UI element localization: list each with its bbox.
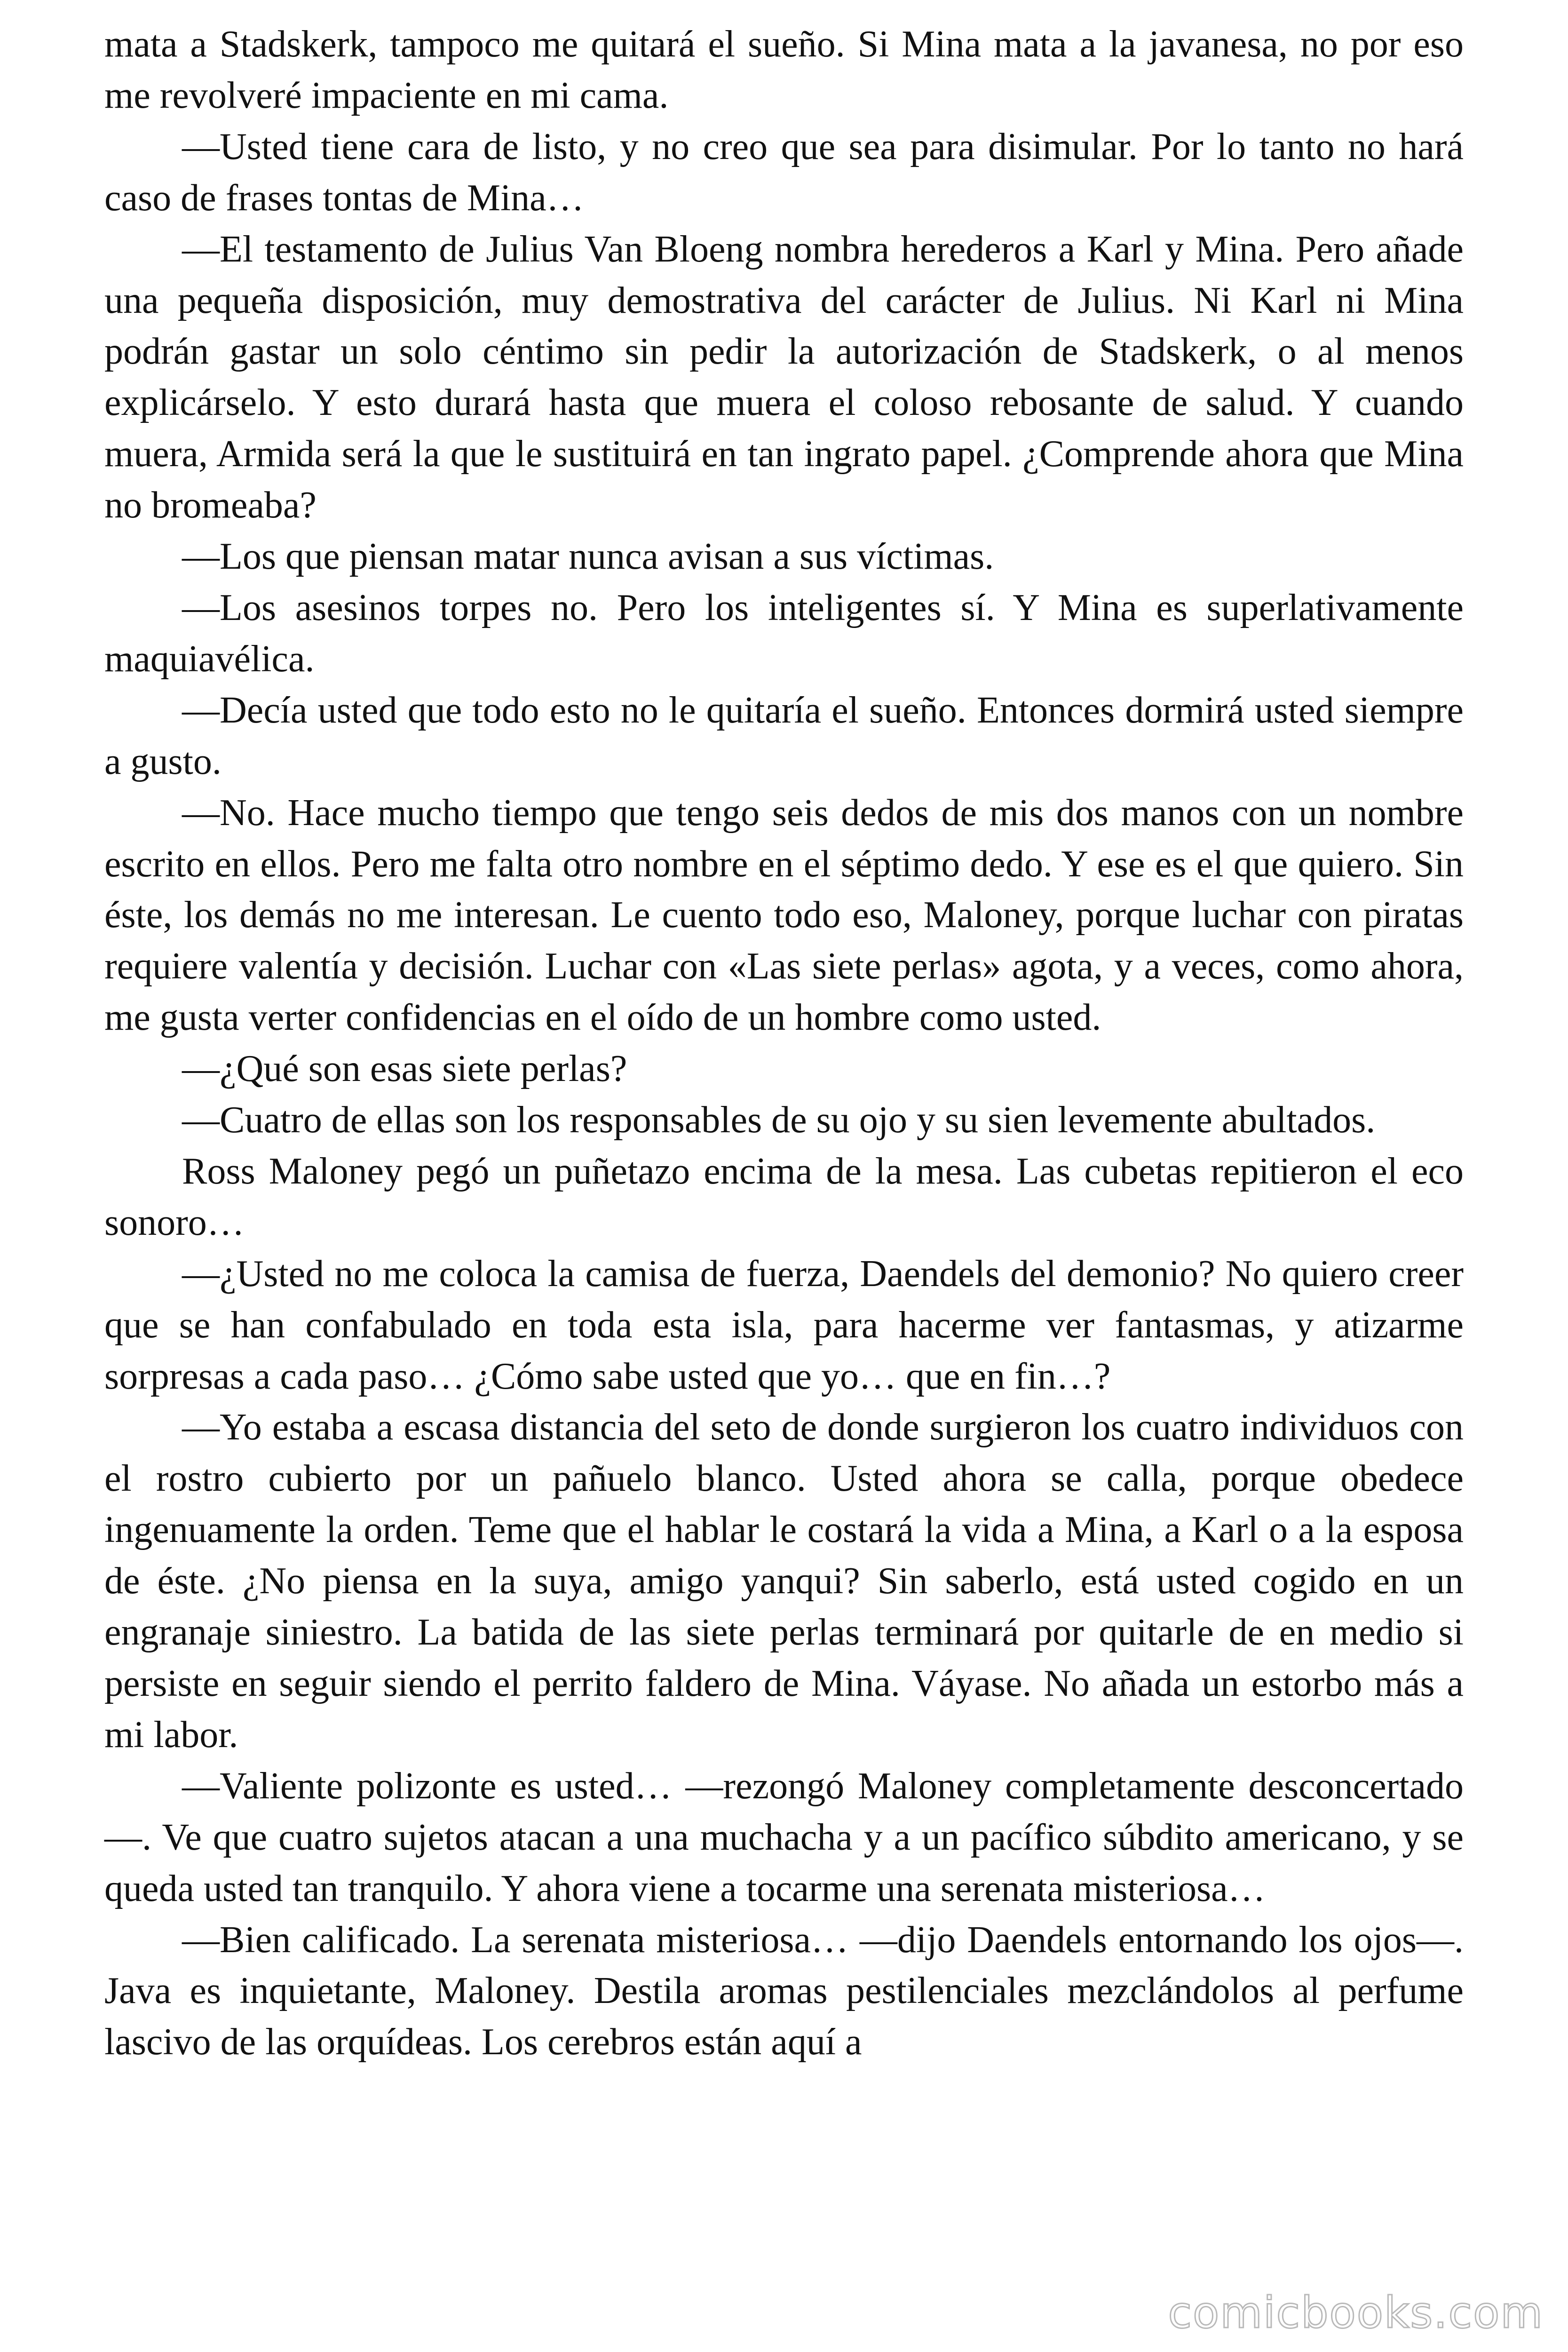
paragraph-3: —El testamento de Julius Van Bloeng nombra herederos a Karl y Mina. Pero añade una pequeña disposición, muy demostrativa del carácter de Julius. Ni Karl ni Mina podrán gastar un solo céntimo sin pedir la autorización de Stadskerk, o al menos explicárselo. Y esto durará hasta que muera el coloso rebosante de salud. Y cuando muera, Armida será la que le sustituirá en tan ingrato papel. ¿Comprende ahora que Mina no bromeaba? [104, 228, 1464, 526]
paragraph-1: mata a Stadskerk, tampoco me quitará el sueño. Si Mina mata a la javanesa, no por eso me revolveré impaciente en mi cama. [104, 24, 1464, 116]
paragraph-13: —Valiente polizonte es usted… —rezongó Maloney completamente desconcertado—. Ve que cuatro sujetos atacan a una muchacha y a un pacífico súbdito americano, y se queda usted tan tranquilo. Y ahora viene a tocarme una serenata misteriosa… [104, 1765, 1464, 1909]
paragraph-11: —¿Usted no me coloca la camisa de fuerza, Daendels del demonio? No quiero creer que se han confabulado en toda esta isla, para hacerme ver fantasmas, y atizarme sorpresas a cada paso… ¿Cómo sabe usted que yo… que en fin…? [104, 1253, 1464, 1397]
paragraph-2: —Usted tiene cara de listo, y no creo que sea para disimular. Por lo tanto no hará caso de frases tontas de Mina… [104, 126, 1464, 219]
paragraph-8: —¿Qué son esas siete perlas? [182, 1048, 627, 1090]
paragraph-6: —Decía usted que todo esto no le quitaría el sueño. Entonces dormirá usted siempre a gusto. [104, 689, 1464, 782]
paragraph-10: Ross Maloney pegó un puñetazo encima de la mesa. Las cubetas repitieron el eco sonoro… [104, 1150, 1464, 1243]
watermark-logo: comicbooks.com [1168, 2288, 1544, 2338]
paragraph-4: —Los que piensan matar nunca avisan a sus víctimas. [182, 536, 994, 578]
book-page-text [104, 19, 1464, 2324]
paragraph-12: —Yo estaba a escasa distancia del seto de donde surgieron los cuatro individuos con el rostro cubierto por un pañuelo blanco. Usted ahora se calla, porque obedece ingenuamente la orden. Teme que el hablar le costará la vida a Mina, a Karl o a la esposa de éste. ¿No piensa en la suya, amigo yanqui? Sin saberlo, está usted cogido en un engranaje siniestro. La batida de las siete perlas terminará por quitarle de en medio si persiste en seguir siendo el perrito faldero de Mina. Váyase. No añada un estorbo más a mi labor. [104, 1406, 1464, 1756]
paragraph-14: —Bien calificado. La serenata misteriosa… —dijo Daendels entornando los ojos—. Java es inquietante, Maloney. Destila aromas pestilenciales mezclándolos al perfume lascivo de las orquídeas. Los cerebros están aquí a [104, 1919, 1464, 2063]
paragraph-9: —Cuatro de ellas son los responsables de su ojo y su sien levemente abultados. [182, 1099, 1376, 1141]
paragraph-7: —No. Hace mucho tiempo que tengo seis dedos de mis dos manos con un nombre escrito en ellos. Pero me falta otro nombre en el séptimo dedo. Y ese es el que quiero. Sin éste, los demás no me interesan. Le cuento todo eso, Maloney, porque luchar con piratas requiere valentía y decisión. Luchar con «Las siete perlas» agota, y a veces, como ahora, me gusta verter confidencias en el oído de un hombre como usted. [104, 792, 1464, 1039]
paragraph-5: —Los asesinos torpes no. Pero los inteligentes sí. Y Mina es superlativamente maquiavélica. [104, 587, 1464, 680]
